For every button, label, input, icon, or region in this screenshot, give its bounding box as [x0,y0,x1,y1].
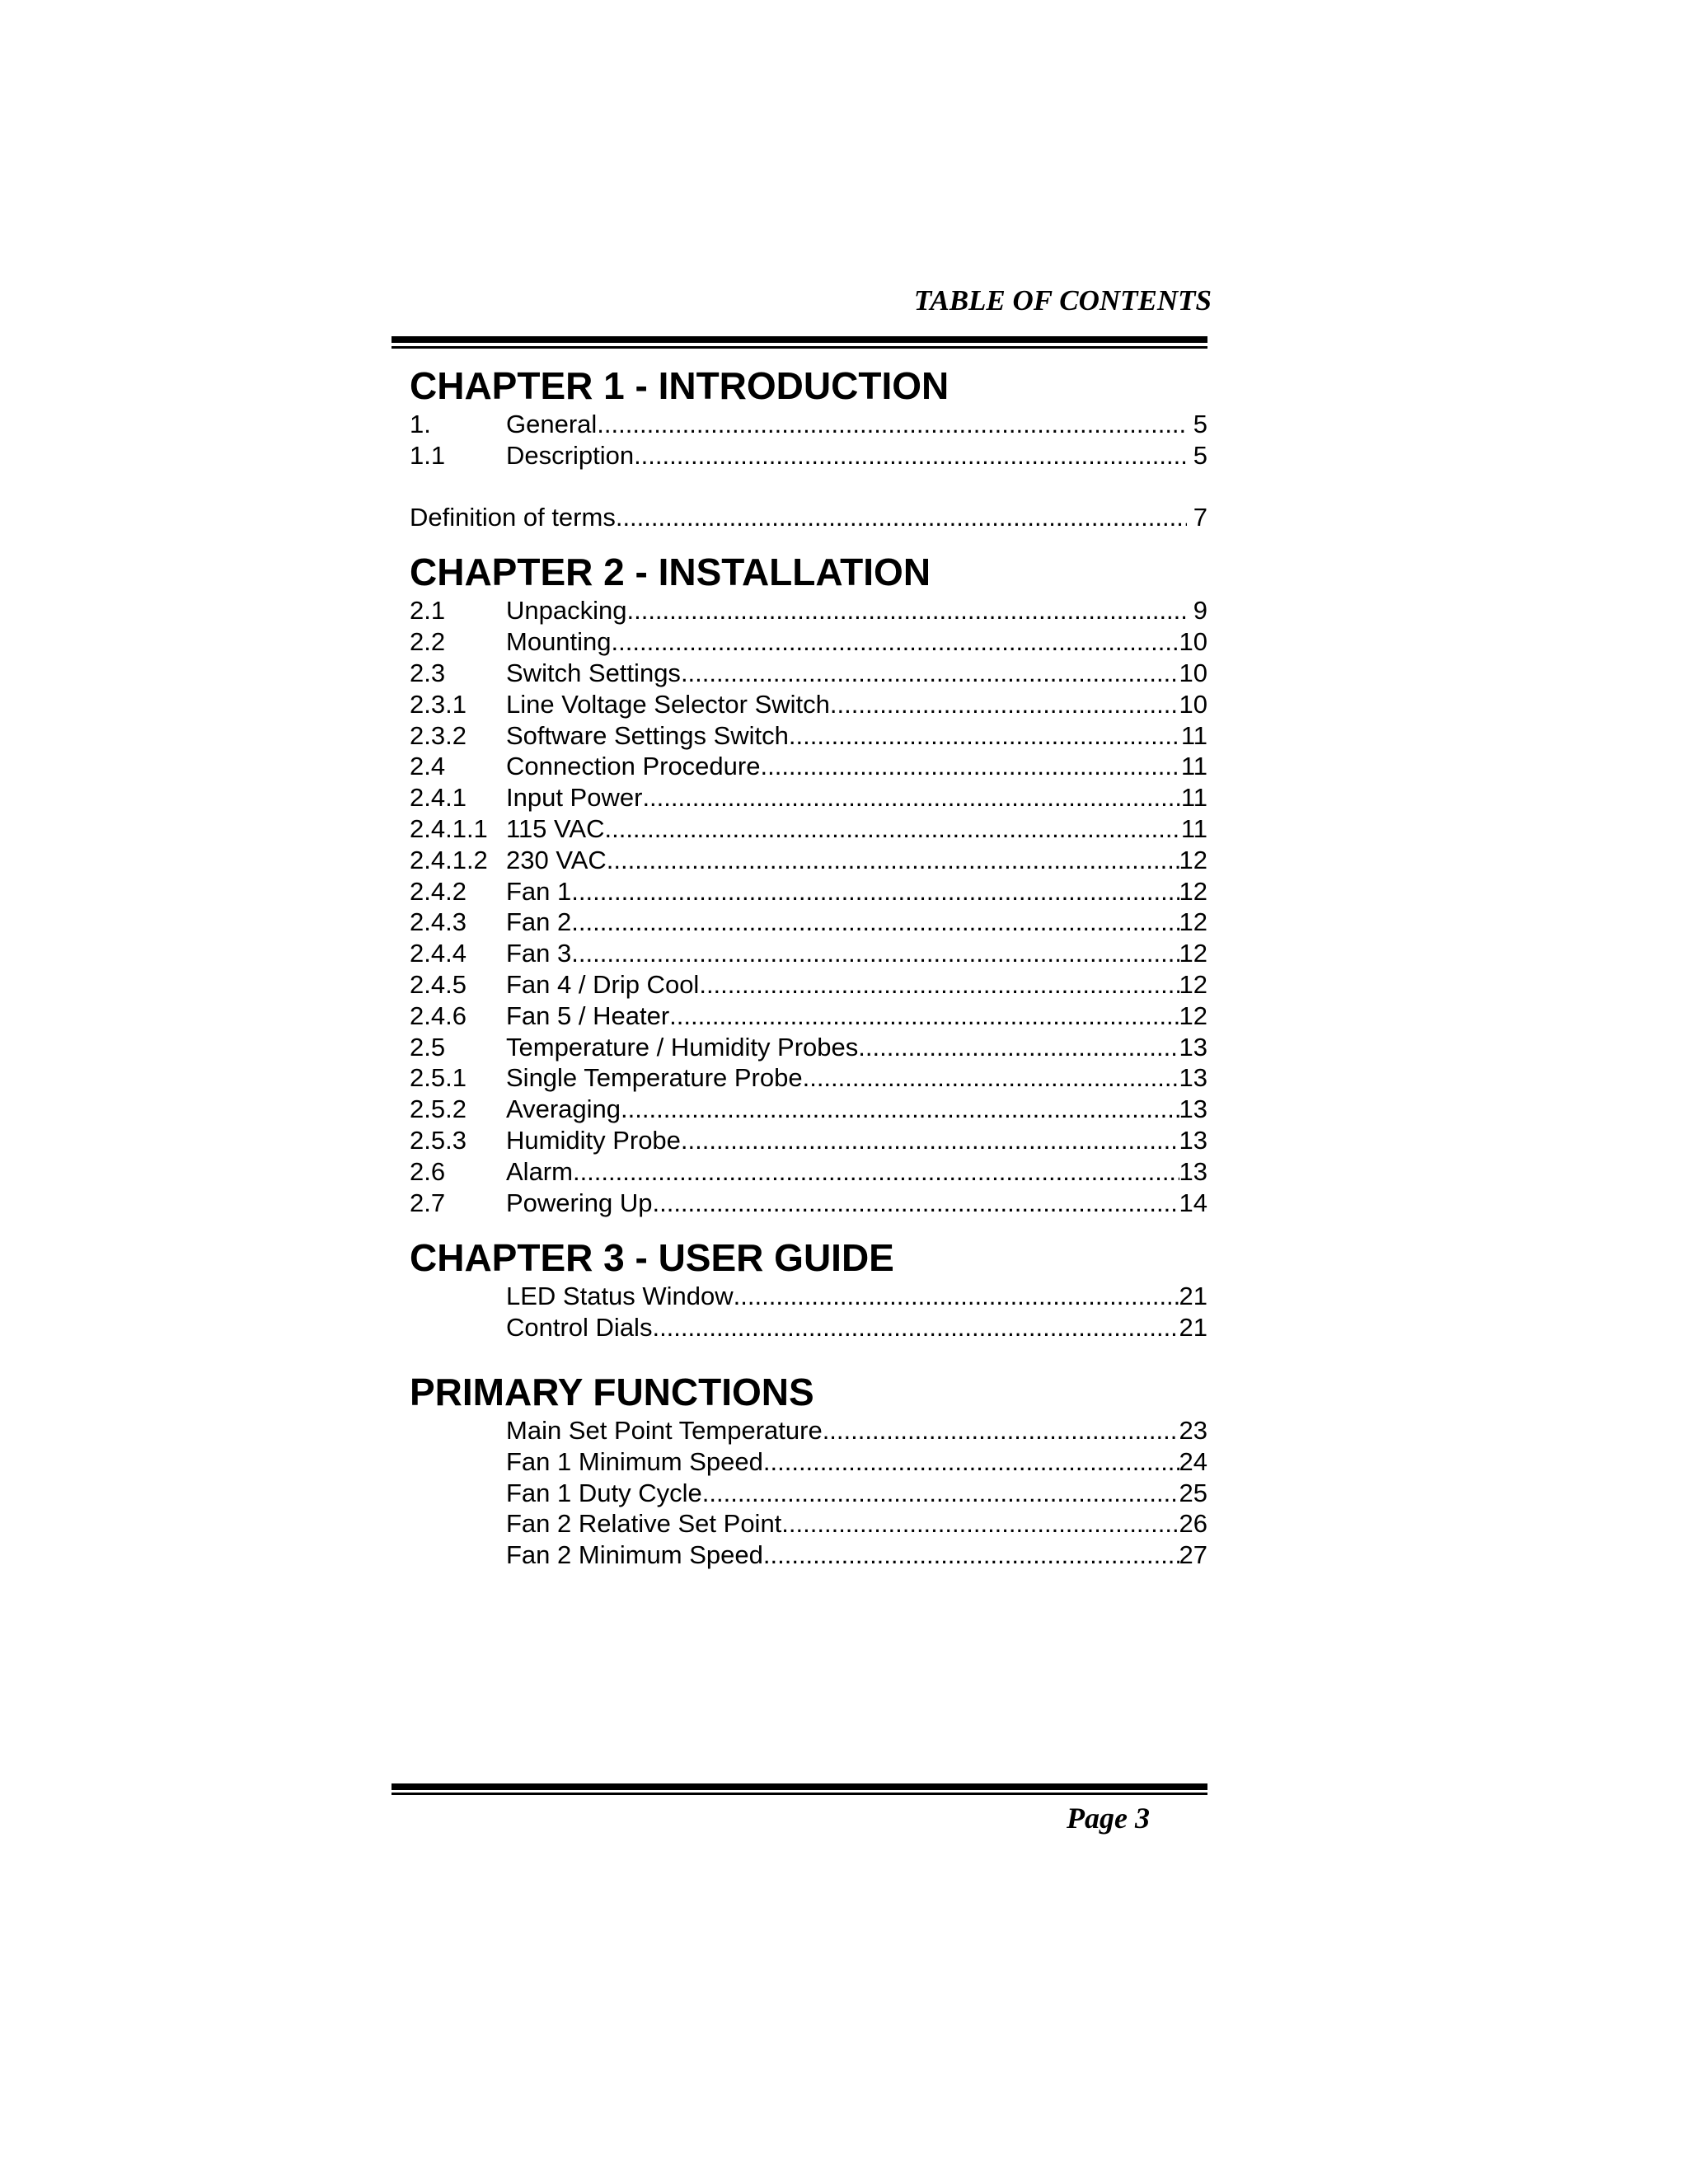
entry-title: Fan 2 Minimum Speed [506,1540,763,1570]
chapter-heading: CHAPTER 1 - INTRODUCTION [410,364,950,407]
dot-leader [823,1415,1179,1446]
entry-page: 26 [1179,1509,1207,1539]
entry-number: 2.4.3 [410,907,467,937]
entry-number: 2.4.1.1 [410,813,488,843]
toc-entry[interactable] [410,1188,1207,1219]
toc-entry[interactable] [410,907,1207,938]
entry-page: 11 [1180,783,1207,813]
entry-title: Fan 1 Duty Cycle [506,1478,702,1507]
chapter-heading: CHAPTER 2 - INSTALLATION [410,551,931,594]
dot-leader [734,1281,1179,1312]
entry-page: 5 [1193,440,1207,470]
entry-page: 13 [1179,1032,1207,1062]
dot-leader [626,595,1187,626]
entry-number: 2.7 [410,1188,446,1217]
toc-group [410,595,1207,1218]
entry-page: 7 [1193,502,1207,532]
entry-title: General [506,410,598,438]
entry-title: Control Dials [506,1313,653,1343]
dot-leader [571,938,1179,969]
entry-page: 11 [1180,813,1207,843]
entry-number: 2.4.2 [410,876,467,906]
toc-entry[interactable] [410,1001,1207,1032]
entry-title: Description [506,440,635,470]
entry-page: 12 [1179,845,1207,874]
dot-leader [621,1094,1179,1125]
dot-leader [634,440,1187,471]
entry-page: 25 [1179,1478,1207,1507]
entry-page: 11 [1180,720,1207,750]
entry-page: 27 [1179,1540,1207,1570]
entry-page: 10 [1179,689,1207,719]
entry-page: 21 [1179,1313,1207,1343]
entry-page: 9 [1193,596,1207,626]
toc-group [410,502,1207,533]
dot-leader [571,876,1179,907]
entry-page: 23 [1179,1415,1207,1445]
dot-leader [781,1508,1179,1540]
entry-page: 13 [1179,1063,1207,1093]
footer-rule-thick [392,1783,1207,1790]
toc-entry[interactable] [410,1062,1207,1094]
toc-entry[interactable] [410,502,1207,533]
entry-page: 12 [1179,876,1207,906]
entry-title: Fan 4 / Drip Cool [506,969,700,999]
toc-entry[interactable] [410,720,1207,752]
toc-entry[interactable] [410,938,1207,969]
entry-page: 13 [1179,1125,1207,1155]
entry-number: 2.4.5 [410,969,467,999]
toc-entry[interactable] [410,1312,1207,1343]
table-of-contents [410,363,1207,1571]
entry-number: 1. [410,410,431,438]
entry-page: 10 [1179,627,1207,657]
dot-leader [760,751,1180,782]
entry-page: 12 [1179,939,1207,968]
dot-leader [763,1540,1179,1571]
entry-title: Temperature / Humidity Probes [506,1032,859,1062]
toc-entry[interactable] [410,1125,1207,1156]
entry-page: 12 [1179,907,1207,937]
dot-leader [858,1032,1179,1063]
toc-entry[interactable] [410,689,1207,720]
page-number: Page 3 [1067,1802,1150,1835]
dot-leader [573,1156,1179,1188]
entry-title: Fan 5 / Heater [506,1001,670,1030]
dot-leader [702,1478,1179,1509]
dot-leader [681,1125,1179,1156]
entry-number: 2.5.3 [410,1125,467,1155]
entry-number: 2.1 [410,596,446,626]
entry-title: Connection Procedure [506,752,761,781]
entry-title: Single Temperature Probe [506,1063,803,1093]
toc-entry[interactable] [410,1508,1207,1540]
header-title: TABLE OF CONTENTS [913,284,1212,316]
entry-page: 12 [1179,969,1207,999]
toc-entry[interactable] [410,845,1207,876]
chapter-heading: PRIMARY FUNCTIONS [410,1370,814,1413]
entry-number: 2.3.2 [410,720,467,750]
entry-title: Switch Settings [506,658,681,687]
entry-number: 2.4 [410,752,446,781]
dot-leader [699,969,1179,1001]
toc-entry[interactable] [410,1478,1207,1509]
entry-number: 2.3 [410,658,446,687]
entry-title: Software Settings Switch [506,720,789,750]
entry-page: 12 [1179,1001,1207,1030]
entry-number: 2.5.2 [410,1094,467,1124]
entry-title: Humidity Probe [506,1125,681,1155]
entry-page: 14 [1179,1188,1207,1217]
header-rule-thin [392,346,1207,349]
dot-leader [571,907,1179,938]
entry-number: 2.4.6 [410,1001,467,1030]
entry-number: 1.1 [410,440,446,470]
dot-leader [652,1188,1179,1219]
entry-page: 11 [1180,752,1207,781]
dot-leader [612,626,1179,658]
entry-number: 2.2 [410,627,446,657]
entry-title: Averaging [506,1094,621,1124]
toc-entry[interactable] [410,595,1207,626]
entry-page: 13 [1179,1156,1207,1186]
entry-title: Main Set Point Temperature [506,1415,823,1445]
entry-title: Fan 2 Relative Set Point [506,1509,782,1539]
toc-entry[interactable] [410,626,1207,658]
entry-title: Mounting [506,627,612,657]
entry-number: 2.3.1 [410,689,467,719]
toc-entry[interactable] [410,751,1207,782]
entry-title: Fan 1 Minimum Speed [506,1446,763,1476]
entry-title: Fan 3 [506,939,572,968]
entry-title: 115 VAC [506,813,605,843]
entry-title: 230 VAC [506,845,607,874]
toc-entry[interactable] [410,1415,1207,1446]
entry-title: Fan 1 [506,876,572,906]
entry-title: Unpacking [506,596,627,626]
entry-number: 2.5.1 [410,1063,467,1093]
entry-number: 2.4.1.2 [410,845,488,874]
toc-entry[interactable] [410,782,1207,813]
toc-entry[interactable] [410,409,1207,440]
toc-entry[interactable] [410,1094,1207,1125]
entry-number: 2.5 [410,1032,446,1062]
entry-title: Fan 2 [506,907,572,937]
entry-page: 10 [1179,658,1207,687]
toc-entry[interactable] [410,969,1207,1001]
toc-entry[interactable] [410,813,1207,845]
dot-leader [803,1062,1179,1094]
entry-page: 13 [1179,1094,1207,1124]
toc-entry[interactable] [410,1281,1207,1312]
dot-leader [597,409,1187,440]
entry-title: Line Voltage Selector Switch [506,689,830,719]
toc-entry[interactable] [410,1446,1207,1478]
toc-group [410,409,1207,471]
toc-entry[interactable] [410,658,1207,689]
toc-entry[interactable] [410,1032,1207,1063]
entry-page: 24 [1179,1446,1207,1476]
entry-number: 2.6 [410,1156,446,1186]
dot-leader [607,845,1179,876]
entry-title: LED Status Window [506,1282,734,1311]
dot-leader [681,658,1179,689]
dot-leader [789,720,1181,752]
toc-entry[interactable] [410,440,1207,471]
dot-leader [830,689,1179,720]
toc-entry[interactable] [410,876,1207,907]
dot-leader [604,813,1180,845]
entry-number: 2.4.4 [410,939,467,968]
entry-title: Alarm [506,1156,573,1186]
entry-title: Powering Up [506,1188,653,1217]
toc-group [410,1281,1207,1343]
dot-leader [652,1312,1179,1343]
dot-leader [669,1001,1179,1032]
dot-leader [763,1446,1179,1478]
toc-entry[interactable] [410,1156,1207,1188]
entry-number: 2.4.1 [410,783,467,813]
toc-entry[interactable] [410,1540,1207,1571]
entry-title: Definition of terms [410,502,616,532]
entry-page: 5 [1193,410,1207,438]
toc-group [410,1415,1207,1571]
entry-title: Input Power [506,783,643,813]
dot-leader [616,502,1187,533]
header-rule-thick [392,336,1207,343]
entry-page: 21 [1179,1282,1207,1311]
footer-rule-thin [392,1793,1207,1795]
dot-leader [642,782,1180,813]
chapter-heading: CHAPTER 3 - USER GUIDE [410,1236,894,1280]
